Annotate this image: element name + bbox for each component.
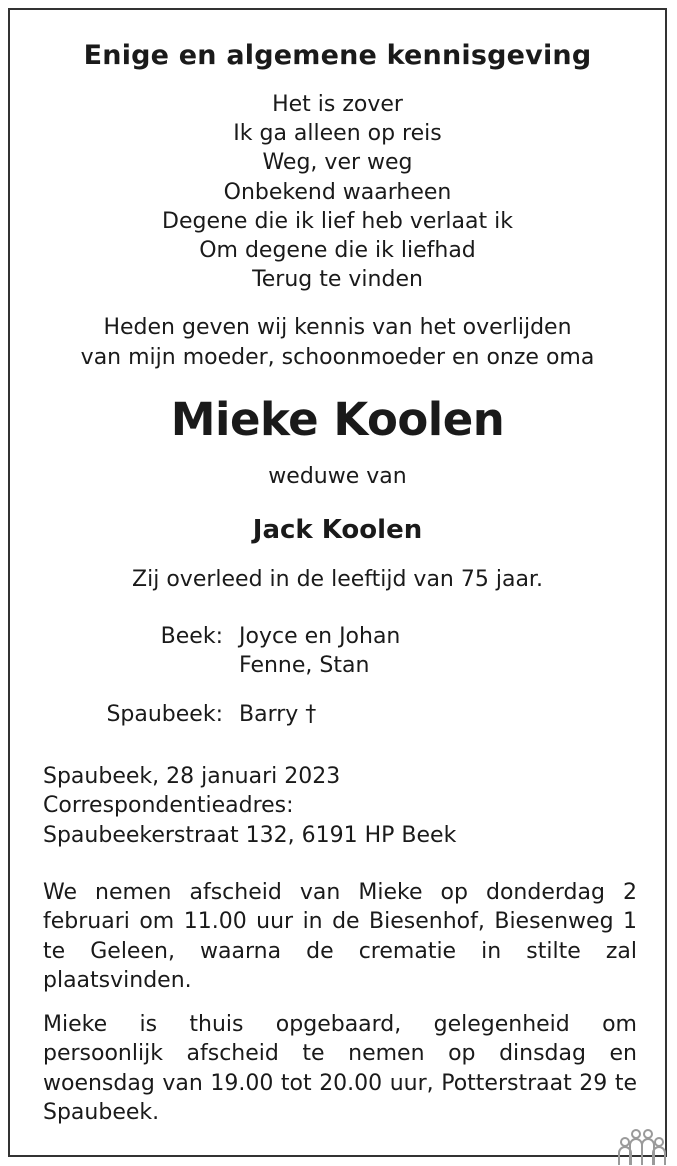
correspondence-label: Correspondentieadres: [43, 793, 294, 819]
correspondence-address: Spaubeekerstraat 132, 6191 HP Beek [43, 822, 457, 848]
intro-line: van mijn moeder, schoonmoeder en onze oma [80, 344, 595, 370]
poem-line: Weg, ver weg [262, 150, 413, 176]
relative-place: Beek: [160, 624, 223, 649]
viewing-paragraph: Mieke is thuis opgebaard, gelegenheid om persoonlijk afscheid te nemen op dinsdag en woensdag van 19.00 tot 20.00 uur, Potterstraat 29 te Spaubeek. [43, 1012, 637, 1125]
relative-names [239, 700, 316, 729]
relative-name: Joyce en Johan [239, 624, 401, 649]
poem-line: Om degene die ik liefhad [199, 238, 476, 264]
relative-place: Spaubeek: [106, 702, 223, 727]
deceased-name: Mieke Koolen [170, 393, 505, 446]
place-date: Spaubeek, 28 januari 2023 [43, 764, 341, 789]
announcement-intro [10, 313, 665, 372]
poem-line: Onbekend waarheen [223, 179, 452, 205]
death-notice-card [8, 8, 667, 1157]
relative-names [239, 622, 400, 680]
widow-of-text: weduwe van [268, 464, 407, 489]
age-statement: Zij overleed in de leeftijd van 75 jaar. [132, 567, 543, 592]
poem-line: Het is zover [272, 92, 403, 117]
relative-name: Barry † [239, 702, 317, 727]
poem [10, 90, 665, 294]
notice-heading: Enige en algemene kennisgeving [83, 40, 592, 71]
farewell-paragraph: We nemen afscheid van Mieke op donderdag 2 februari om 11.00 uur in de Biesenhof, Biesenweg 1 te Geleen, waarna de crematie in stilte zal plaatsvinden. [43, 880, 637, 993]
poem-line: Terug te vinden [252, 267, 423, 293]
poem-line: Ik ga alleen op reis [233, 121, 442, 147]
address-block [43, 762, 456, 850]
spouse-name: Jack Koolen [252, 515, 423, 545]
relative-name: Fenne, Stan [239, 653, 370, 678]
poem-line: Degene die ik lief heb verlaat ik [162, 208, 513, 234]
intro-line: Heden geven wij kennis van het overlijden [103, 315, 572, 340]
people-group-icon [616, 1128, 668, 1166]
